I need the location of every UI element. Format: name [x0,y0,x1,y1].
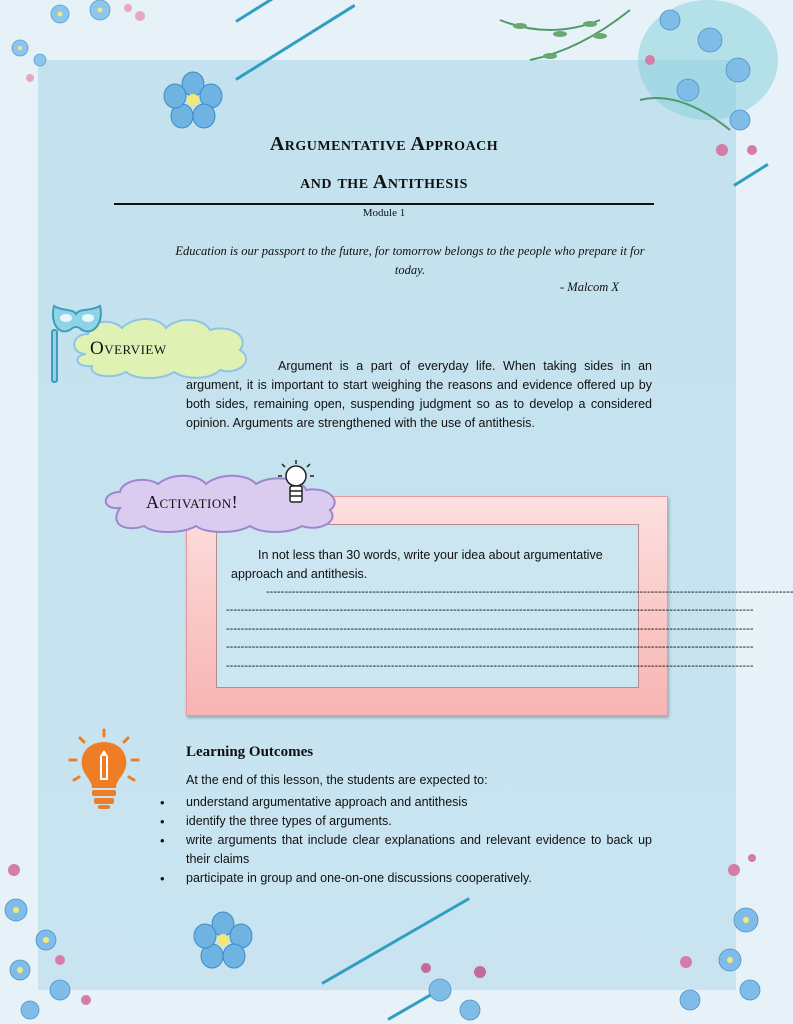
lightbulb-icon [66,728,142,812]
answer-line[interactable]: ------------------------------------------------------------------------------------------------------------------------------------------------ [226,641,754,653]
title-divider [114,203,654,205]
flower-icon [650,850,768,1024]
flower-icon [0,0,160,70]
flower-icon [0,850,120,1024]
answer-line[interactable]: ------------------------------------------------------------------------------------------------------------------------------------------------ [226,660,754,672]
flower-icon [190,910,256,970]
list-item: • participate in group and one-on-one discussions cooperatively. [160,869,652,888]
list-item: • identify the three types of arguments. [160,812,652,831]
module-label: Module 1 [362,207,406,219]
answer-line[interactable]: ------------------------------------------------------------------------------------------------------------------------------------------------ [226,604,754,616]
overview-text: Argument is a part of everyday life. When taking sides in an argument, it is important to start weighing the reasons and evidence offered up by both sides, remaining open, suspending judgment so as to develop a considered opinion. Arguments are strengthened with the use of antithesis. [186,359,652,430]
list-item: • write arguments that include clear explanations and relevant evidence to back up their claims [160,831,652,869]
learning-outcomes-intro: At the end of this lesson, the students are expected to: [186,773,488,787]
activation-heading: Activation! [146,492,239,512]
flower-icon [160,70,226,130]
quote-author: - Malcom X [560,280,620,294]
quote-text: Education is our passport to the future, for tomorrow belongs to the people who prepare it for today. [175,244,645,277]
answer-line[interactable]: ------------------------------------------------------------------------------------------------------------------------------------------------ [266,586,793,598]
learning-outcomes-heading: Learning Outcomes [186,744,314,760]
page-title-line2: and the Antithesis [300,171,468,193]
overview-heading: Overview [90,338,167,359]
activation-prompt: In not less than 30 words, write your idea about argumentative approach and antithesis. [231,548,603,581]
learning-outcomes-list [160,793,652,888]
idea-bulb-icon [274,458,318,512]
decorative-line [235,0,313,23]
list-item: • understand argumentative approach and antithesis [160,793,652,812]
answer-line[interactable]: ------------------------------------------------------------------------------------------------------------------------------------------------ [226,623,754,635]
flower-icon [410,960,510,1024]
page-title-line1: Argumentative Approach [269,133,499,155]
